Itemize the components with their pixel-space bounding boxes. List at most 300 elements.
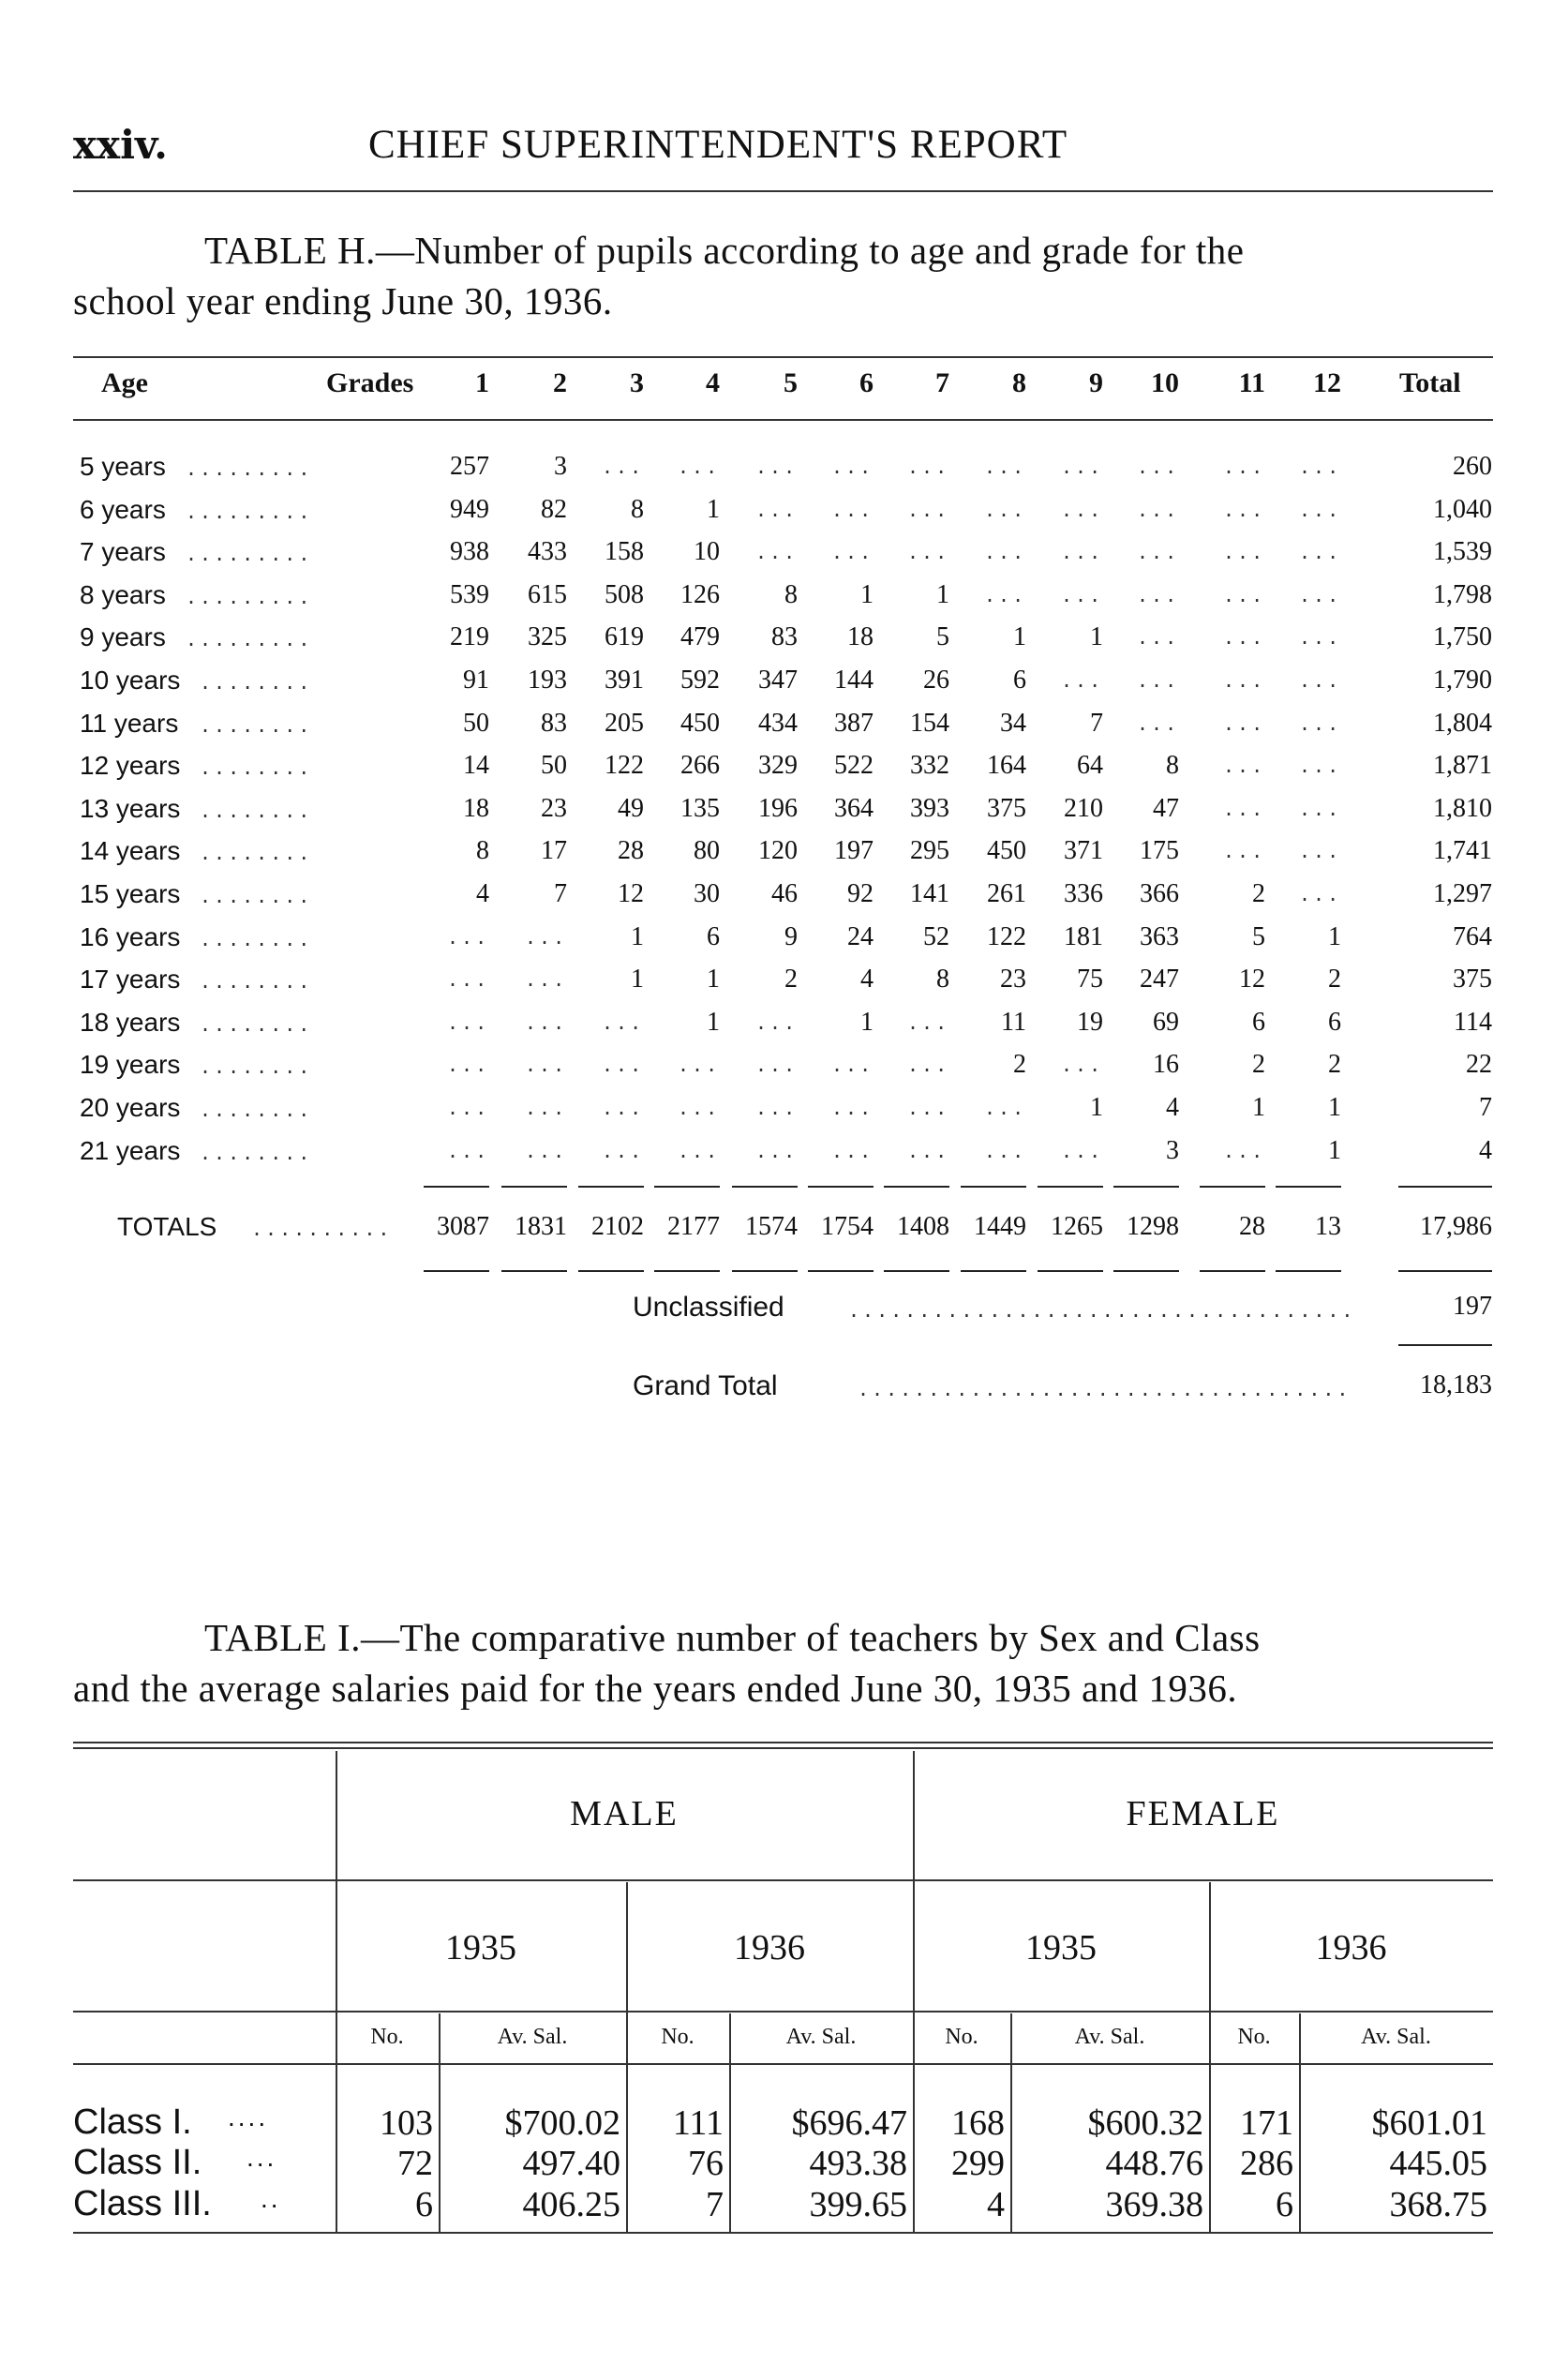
table-cell: 1 (631, 922, 644, 951)
table-cell: 332 (910, 751, 949, 780)
row-label: 13 years (80, 794, 181, 823)
table-cell: 7 (1090, 709, 1103, 738)
table-cell: 364 (834, 794, 874, 823)
table-cell: 479 (680, 622, 720, 651)
running-title: CHIEF SUPERINTENDENT'S REPORT (368, 123, 1068, 167)
empty-cell: ... (1223, 712, 1266, 735)
row-label: 17 years (80, 965, 181, 994)
sub-header: Av. Sal. (785, 2025, 857, 2049)
table-cell: 8 (1166, 751, 1179, 780)
row-total: 1,539 (1433, 537, 1492, 566)
sum-rule (808, 1186, 874, 1188)
row-leader-dots: ........ (200, 800, 313, 822)
table-cell: 445.05 (1389, 2144, 1487, 2183)
table-cell: 6 (707, 922, 720, 951)
sub-header: No. (370, 2025, 404, 2049)
table-cell: 1 (707, 495, 720, 524)
row-leader-dots: ........ (200, 1099, 313, 1121)
row-total: 1,871 (1433, 751, 1492, 780)
grade-header: 2 (553, 367, 567, 398)
table-cell: 393 (910, 794, 949, 823)
empty-cell: ... (1223, 499, 1266, 521)
row-leader-dots: ........ (200, 1013, 313, 1036)
totals-leader-dots: .......... (251, 1218, 393, 1240)
sum-rule (654, 1270, 720, 1272)
empty-cell: ... (1137, 669, 1180, 692)
table-h-caption-line2: school year ending June 30, 1936. (73, 279, 613, 322)
table-cell: 1 (1090, 622, 1103, 651)
table-cell: 938 (450, 537, 489, 566)
table-cell: 181 (1064, 922, 1103, 951)
empty-cell: ... (447, 926, 490, 949)
grade-header: 5 (784, 367, 798, 398)
empty-cell: ... (525, 1097, 568, 1119)
grand-total-leader-dots: ................................... (858, 1378, 1351, 1400)
table-cell: 261 (987, 879, 1026, 908)
table-cell: 49 (618, 794, 644, 823)
row-total: 1,804 (1433, 709, 1492, 738)
table-cell: 387 (834, 709, 874, 738)
sub-header: Av. Sal. (497, 2025, 568, 2049)
empty-cell: ... (984, 499, 1027, 521)
table-cell: 14 (463, 751, 489, 780)
table-cell: 205 (605, 709, 644, 738)
empty-cell: ... (755, 1011, 799, 1034)
empty-cell: ... (678, 1054, 721, 1076)
totals-cell: 2102 (591, 1212, 644, 1241)
empty-cell: ... (447, 1140, 490, 1162)
table-cell: 50 (463, 709, 489, 738)
empty-cell: ... (984, 456, 1027, 478)
totals-cell: 2177 (667, 1212, 720, 1241)
empty-cell: ... (678, 1097, 721, 1119)
empty-cell: ... (1137, 712, 1180, 735)
table-i-bottom-rule (73, 2232, 1493, 2234)
sum-rule (1038, 1186, 1103, 1188)
row-total: 4 (1479, 1136, 1492, 1165)
table-cell: 28 (618, 836, 644, 865)
table-cell: 1 (1090, 1093, 1103, 1122)
empty-cell: ... (1223, 798, 1266, 820)
table-cell: 406.25 (522, 2185, 620, 2224)
table-cell: 949 (450, 495, 489, 524)
table-cell: 325 (528, 622, 567, 651)
table-cell: 144 (834, 666, 874, 695)
row-leader-dots: ......... (186, 543, 313, 565)
empty-cell: ... (755, 499, 799, 521)
empty-cell: ... (602, 1011, 645, 1034)
row-total: 1,810 (1433, 794, 1492, 823)
empty-cell: ... (984, 584, 1027, 606)
empty-cell: ... (1299, 712, 1342, 735)
empty-cell: ... (1299, 798, 1342, 820)
unclassified-leader-dots: .................................... (848, 1299, 1356, 1322)
table-cell: 83 (541, 709, 567, 738)
sum-rule (424, 1270, 489, 1272)
table-cell: 23 (541, 794, 567, 823)
empty-cell: ... (984, 541, 1027, 563)
empty-cell: ... (447, 1097, 490, 1119)
sum-rule (732, 1186, 798, 1188)
empty-cell: ... (831, 1054, 874, 1076)
row-total: 375 (1453, 965, 1492, 994)
table-cell: 196 (758, 794, 798, 823)
empty-cell: ... (1299, 456, 1342, 478)
empty-cell: ... (1061, 499, 1104, 521)
table-i-caption-line2: and the average salaries paid for the years ended June 30, 1935 and 1936. (73, 1667, 1238, 1710)
table-cell: 4 (860, 965, 874, 994)
table-cell: 6 (415, 2185, 433, 2224)
totals-cell: 28 (1239, 1212, 1265, 1241)
empty-cell: ... (525, 1054, 568, 1076)
table-h-header-rule (73, 419, 1493, 421)
empty-cell: ... (602, 1097, 645, 1119)
row-leader-dots: ........ (200, 842, 313, 864)
table-cell: 175 (1140, 836, 1179, 865)
empty-cell: ... (984, 1097, 1027, 1119)
sum-rule (1398, 1270, 1492, 1272)
empty-cell: ... (1299, 669, 1342, 692)
table-cell: 24 (847, 922, 874, 951)
table-cell: 26 (923, 666, 949, 695)
empty-cell: ... (984, 1140, 1027, 1162)
sum-rule (1113, 1186, 1179, 1188)
empty-cell: ... (1223, 1140, 1266, 1162)
row-total: 1,741 (1433, 836, 1492, 865)
table-cell: 122 (605, 751, 644, 780)
table-cell: 2 (784, 965, 798, 994)
grade-header: 8 (1012, 367, 1026, 398)
table-h-caption-line1: TABLE H.—Number of pupils according to age and grade for the (204, 229, 1245, 272)
table-cell: 329 (758, 751, 798, 780)
table-cell: 448.76 (1105, 2144, 1203, 2183)
table-cell: 10 (694, 537, 720, 566)
table-cell: 164 (987, 751, 1026, 780)
row-label: 7 years (80, 537, 166, 566)
table-cell: 295 (910, 836, 949, 865)
table-cell: 369.38 (1105, 2185, 1203, 2224)
row-leader-dots: ........ (200, 885, 313, 907)
empty-cell: ... (1299, 755, 1342, 777)
empty-cell: ... (678, 456, 721, 478)
empty-cell: ... (1223, 669, 1266, 692)
table-cell: 30 (694, 879, 720, 908)
table-cell: 366 (1140, 879, 1179, 908)
totals-cell: 1449 (974, 1212, 1026, 1241)
sum-rule (578, 1186, 644, 1188)
table-i-subheader-rule (73, 2063, 1493, 2065)
row-label: 15 years (80, 879, 181, 908)
table-cell: 18 (463, 794, 489, 823)
sub-header: No. (1237, 2025, 1271, 2049)
table-cell: 16 (1153, 1050, 1179, 1079)
empty-cell: ... (1137, 626, 1180, 649)
table-cell: 450 (987, 836, 1026, 865)
table-cell: 508 (605, 580, 644, 609)
row-label: 20 years (80, 1093, 181, 1122)
grade-header: 9 (1089, 367, 1103, 398)
totals-cell: 1265 (1051, 1212, 1103, 1241)
table-cell: 347 (758, 666, 798, 695)
table-cell: 522 (834, 751, 874, 780)
table-cell: 299 (951, 2144, 1005, 2183)
table-cell: 4 (476, 879, 489, 908)
row-label: 18 years (80, 1008, 181, 1037)
table-cell: $601.01 (1371, 2103, 1487, 2143)
totals-cell: 1754 (821, 1212, 874, 1241)
table-cell: 1 (1252, 1093, 1265, 1122)
year-header: 1936 (734, 1928, 805, 1968)
empty-cell: ... (1061, 456, 1104, 478)
table-cell: 619 (605, 622, 644, 651)
table-cell: 2 (1013, 1050, 1026, 1079)
empty-cell: ... (1299, 584, 1342, 606)
empty-cell: ... (1137, 541, 1180, 563)
empty-cell: ... (525, 926, 568, 949)
table-cell: 286 (1240, 2144, 1293, 2183)
table-cell: 2 (1252, 1050, 1265, 1079)
sub-header: Av. Sal. (1361, 2025, 1431, 2049)
grand-total-rule (1398, 1344, 1492, 1346)
row-leader-dots: ........ (200, 756, 313, 779)
table-cell: 2 (1252, 879, 1265, 908)
empty-cell: ... (1299, 626, 1342, 649)
table-cell: 336 (1064, 879, 1103, 908)
grand-total-label: Grand Total (633, 1370, 778, 1401)
sum-rule (1113, 1270, 1179, 1272)
female-header: FEMALE (1126, 1794, 1280, 1833)
table-cell: 1 (1328, 1136, 1341, 1165)
empty-cell: ... (1223, 584, 1266, 606)
table-cell: 371 (1064, 836, 1103, 865)
table-cell: 83 (771, 622, 798, 651)
table-cell: 18 (847, 622, 874, 651)
table-cell: 257 (450, 452, 489, 481)
totals-total: 17,986 (1420, 1212, 1492, 1241)
row-label: Class II. (73, 2143, 202, 2182)
empty-cell: ... (1061, 669, 1104, 692)
table-cell: 434 (758, 709, 798, 738)
table-cell: 34 (1000, 709, 1026, 738)
row-leader-dots: .. (261, 2184, 281, 2213)
row-label: 19 years (80, 1050, 181, 1079)
empty-cell: ... (831, 499, 874, 521)
table-cell: 158 (605, 537, 644, 566)
row-leader-dots: ......... (186, 457, 313, 480)
table-cell: 368.75 (1389, 2185, 1487, 2224)
empty-cell: ... (907, 1097, 950, 1119)
table-i-sex-rule (73, 1879, 1493, 1881)
table-cell: 126 (680, 580, 720, 609)
table-cell: 1 (1328, 1093, 1341, 1122)
empty-cell: ... (1061, 1140, 1104, 1162)
empty-cell: ... (1223, 626, 1266, 649)
page-number: xxiv. (73, 122, 168, 168)
table-cell: 120 (758, 836, 798, 865)
table-cell: 197 (834, 836, 874, 865)
year-header: 1936 (1315, 1928, 1387, 1968)
row-leader-dots: ......... (186, 501, 313, 523)
table-cell: 171 (1240, 2103, 1293, 2143)
empty-cell: ... (602, 1054, 645, 1076)
table-cell: 50 (541, 751, 567, 780)
row-total: 1,040 (1433, 495, 1492, 524)
table-cell: 8 (476, 836, 489, 865)
empty-cell: ... (1061, 541, 1104, 563)
sub-header: No. (945, 2025, 978, 2049)
totals-label: TOTALS (117, 1212, 217, 1241)
table-cell: 92 (847, 879, 874, 908)
unclassified-label: Unclassified (633, 1292, 784, 1323)
sum-rule (654, 1186, 720, 1188)
table-cell: 47 (1153, 794, 1179, 823)
header-rule (73, 190, 1493, 192)
grade-header: 7 (935, 367, 949, 398)
table-cell: 433 (528, 537, 567, 566)
table-cell: 493.38 (809, 2144, 907, 2183)
row-total: 1,790 (1433, 666, 1492, 695)
table-cell: 4 (987, 2185, 1005, 2224)
table-cell: 363 (1140, 922, 1179, 951)
row-leader-dots: ........ (200, 970, 313, 993)
table-cell: 6 (1276, 2185, 1293, 2224)
sum-rule (961, 1186, 1026, 1188)
sum-rule (732, 1270, 798, 1272)
table-cell: 1 (707, 1008, 720, 1037)
table-cell: 1 (1328, 922, 1341, 951)
table-cell: 122 (987, 922, 1026, 951)
empty-cell: ... (1223, 755, 1266, 777)
table-cell: 4 (1166, 1093, 1179, 1122)
row-label: 14 years (80, 836, 181, 865)
table-cell: 69 (1153, 1008, 1179, 1037)
empty-cell: ... (447, 1011, 490, 1034)
row-label: 8 years (80, 580, 166, 609)
row-total: 22 (1466, 1050, 1492, 1079)
empty-cell: ... (1223, 456, 1266, 478)
grade-header: 10 (1151, 367, 1179, 398)
row-leader-dots: ........ (200, 1055, 313, 1078)
empty-cell: ... (525, 1140, 568, 1162)
row-total: 764 (1453, 922, 1492, 951)
table-i-top-rule (73, 1742, 1493, 1743)
empty-cell: ... (755, 1054, 799, 1076)
sum-rule (1200, 1186, 1265, 1188)
table-cell: 539 (450, 580, 489, 609)
table-cell: 615 (528, 580, 567, 609)
table-cell: 7 (706, 2185, 724, 2224)
sum-rule (424, 1186, 489, 1188)
unclassified-value: 197 (1453, 1292, 1492, 1321)
table-cell: 75 (1077, 965, 1103, 994)
table-cell: 80 (694, 836, 720, 865)
sum-rule (501, 1186, 567, 1188)
empty-cell: ... (1137, 499, 1180, 521)
empty-cell: ... (755, 456, 799, 478)
table-i (73, 1742, 1493, 2234)
sum-rule (578, 1270, 644, 1272)
row-label: 21 years (80, 1136, 181, 1165)
empty-cell: ... (755, 1140, 799, 1162)
row-total: 1,297 (1433, 879, 1492, 908)
table-cell: 210 (1064, 794, 1103, 823)
row-label: Class III. (73, 2184, 212, 2223)
table-cell: 5 (936, 622, 949, 651)
table-cell: 2 (1328, 1050, 1341, 1079)
table-cell: $700.02 (504, 2103, 620, 2143)
empty-cell: ... (907, 456, 950, 478)
table-cell: 266 (680, 751, 720, 780)
table-i-caption (73, 1612, 1493, 1713)
table-cell: 8 (936, 965, 949, 994)
empty-cell: ... (1061, 1054, 1104, 1076)
sum-rule (1398, 1186, 1492, 1188)
table-cell: 82 (541, 495, 567, 524)
table-cell: 3 (554, 452, 567, 481)
table-cell: 1 (860, 580, 874, 609)
age-column-header: Age (101, 367, 148, 398)
row-leader-dots: ......... (186, 628, 313, 651)
table-cell: 52 (923, 922, 949, 951)
row-leader-dots: .... (228, 2102, 269, 2132)
grade-header: 4 (706, 367, 720, 398)
row-leader-dots: ........ (200, 928, 313, 950)
table-cell: 247 (1140, 965, 1179, 994)
empty-cell: ... (907, 499, 950, 521)
row-label: 5 years (80, 452, 166, 481)
empty-cell: ... (755, 1097, 799, 1119)
table-cell: 8 (631, 495, 644, 524)
year-header: 1935 (445, 1928, 516, 1968)
table-cell: 2 (1328, 965, 1341, 994)
empty-cell: ... (907, 1054, 950, 1076)
table-cell: 375 (987, 794, 1026, 823)
row-label: 10 years (80, 666, 181, 695)
table-cell: 6 (1013, 666, 1026, 695)
row-label: 9 years (80, 622, 166, 651)
table-cell: 103 (380, 2103, 433, 2143)
table-i-caption-line1: TABLE I.—The comparative number of teachers by Sex and Class (204, 1616, 1261, 1659)
empty-cell: ... (447, 968, 490, 991)
table-cell: 8 (784, 580, 798, 609)
grade-header: 1 (475, 367, 489, 398)
empty-cell: ... (1299, 883, 1342, 905)
table-h-top-rule (73, 356, 1493, 358)
row-leader-dots: ........ (200, 671, 313, 694)
table-i-top-rule-2 (73, 1747, 1493, 1749)
table-cell: 1 (936, 580, 949, 609)
sum-rule (1200, 1270, 1265, 1272)
table-cell: 193 (528, 666, 567, 695)
table-cell: 592 (680, 666, 720, 695)
empty-cell: ... (1299, 541, 1342, 563)
table-cell: 9 (784, 922, 798, 951)
empty-cell: ... (1299, 499, 1342, 521)
table-cell: 219 (450, 622, 489, 651)
row-leader-dots: ... (246, 2143, 277, 2172)
table-cell: 19 (1077, 1008, 1103, 1037)
empty-cell: ... (602, 456, 645, 478)
empty-cell: ... (907, 1011, 950, 1034)
table-cell: 450 (680, 709, 720, 738)
grades-column-header: Grades (326, 367, 414, 398)
empty-cell: ... (1223, 840, 1266, 862)
empty-cell: ... (602, 1140, 645, 1162)
empty-cell: ... (447, 1054, 490, 1076)
table-cell: 91 (463, 666, 489, 695)
table-cell: 46 (771, 879, 798, 908)
empty-cell: ... (1061, 584, 1104, 606)
